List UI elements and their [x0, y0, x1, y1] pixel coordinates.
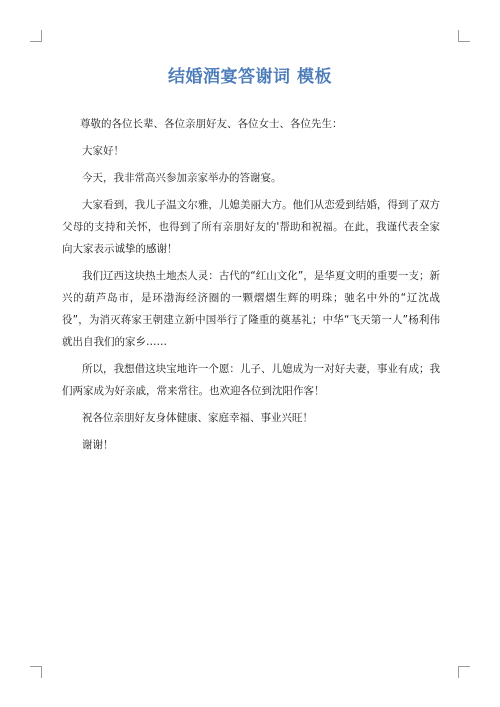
corner-mark-bottom-left	[30, 666, 42, 678]
paragraph: 祝各位亲朋好友身体健康、家庭幸福、事业兴旺！	[82, 412, 313, 424]
paragraph-closing: 谢谢！	[82, 439, 114, 451]
document-body	[62, 113, 440, 461]
corner-mark-top-right	[458, 30, 470, 42]
corner-mark-top-left	[30, 30, 42, 42]
corner-mark-bottom-right	[458, 666, 470, 678]
paragraph-salutation: 尊敬的各位长辈、各位亲朋好友、各位女士、各位先生：	[80, 118, 343, 130]
paragraph: 所以，我想借这块宝地许一个愿：儿子、儿媳成为一对好夫妻，事业有成；我们两家成为好亲戚，常来常往。也欢迎各位到沈阳作客！	[62, 363, 440, 397]
document-title: 结婚酒宴答谢词 模板	[168, 67, 332, 87]
paragraph: 今天，我非常高兴参加亲家举办的答谢宴。	[82, 172, 282, 184]
paragraph: 我们辽西这块热土地杰人灵：古代的“红山文化”，是华夏文明的重要一支；新兴的葫芦岛市，是环渤海经济圈的一颗熠熠生辉的明珠；驰名中外的“辽沈战役”，为消灭蒋家王朝建立新中国举行了隆重的奠基礼；中华“飞天第一人”杨利伟就出自我们的家乡……	[62, 270, 440, 348]
paragraph-greeting: 大家好！	[82, 145, 124, 157]
paragraph: 大家看到，我儿子温文尔雅，儿媳美丽大方。他们从恋爱到结婚，得到了双方父母的支持和关怀，也得到了所有亲朋好友的'帮助和祝福。在此，我谨代表全家向大家表示诚挚的感谢！	[62, 199, 440, 255]
